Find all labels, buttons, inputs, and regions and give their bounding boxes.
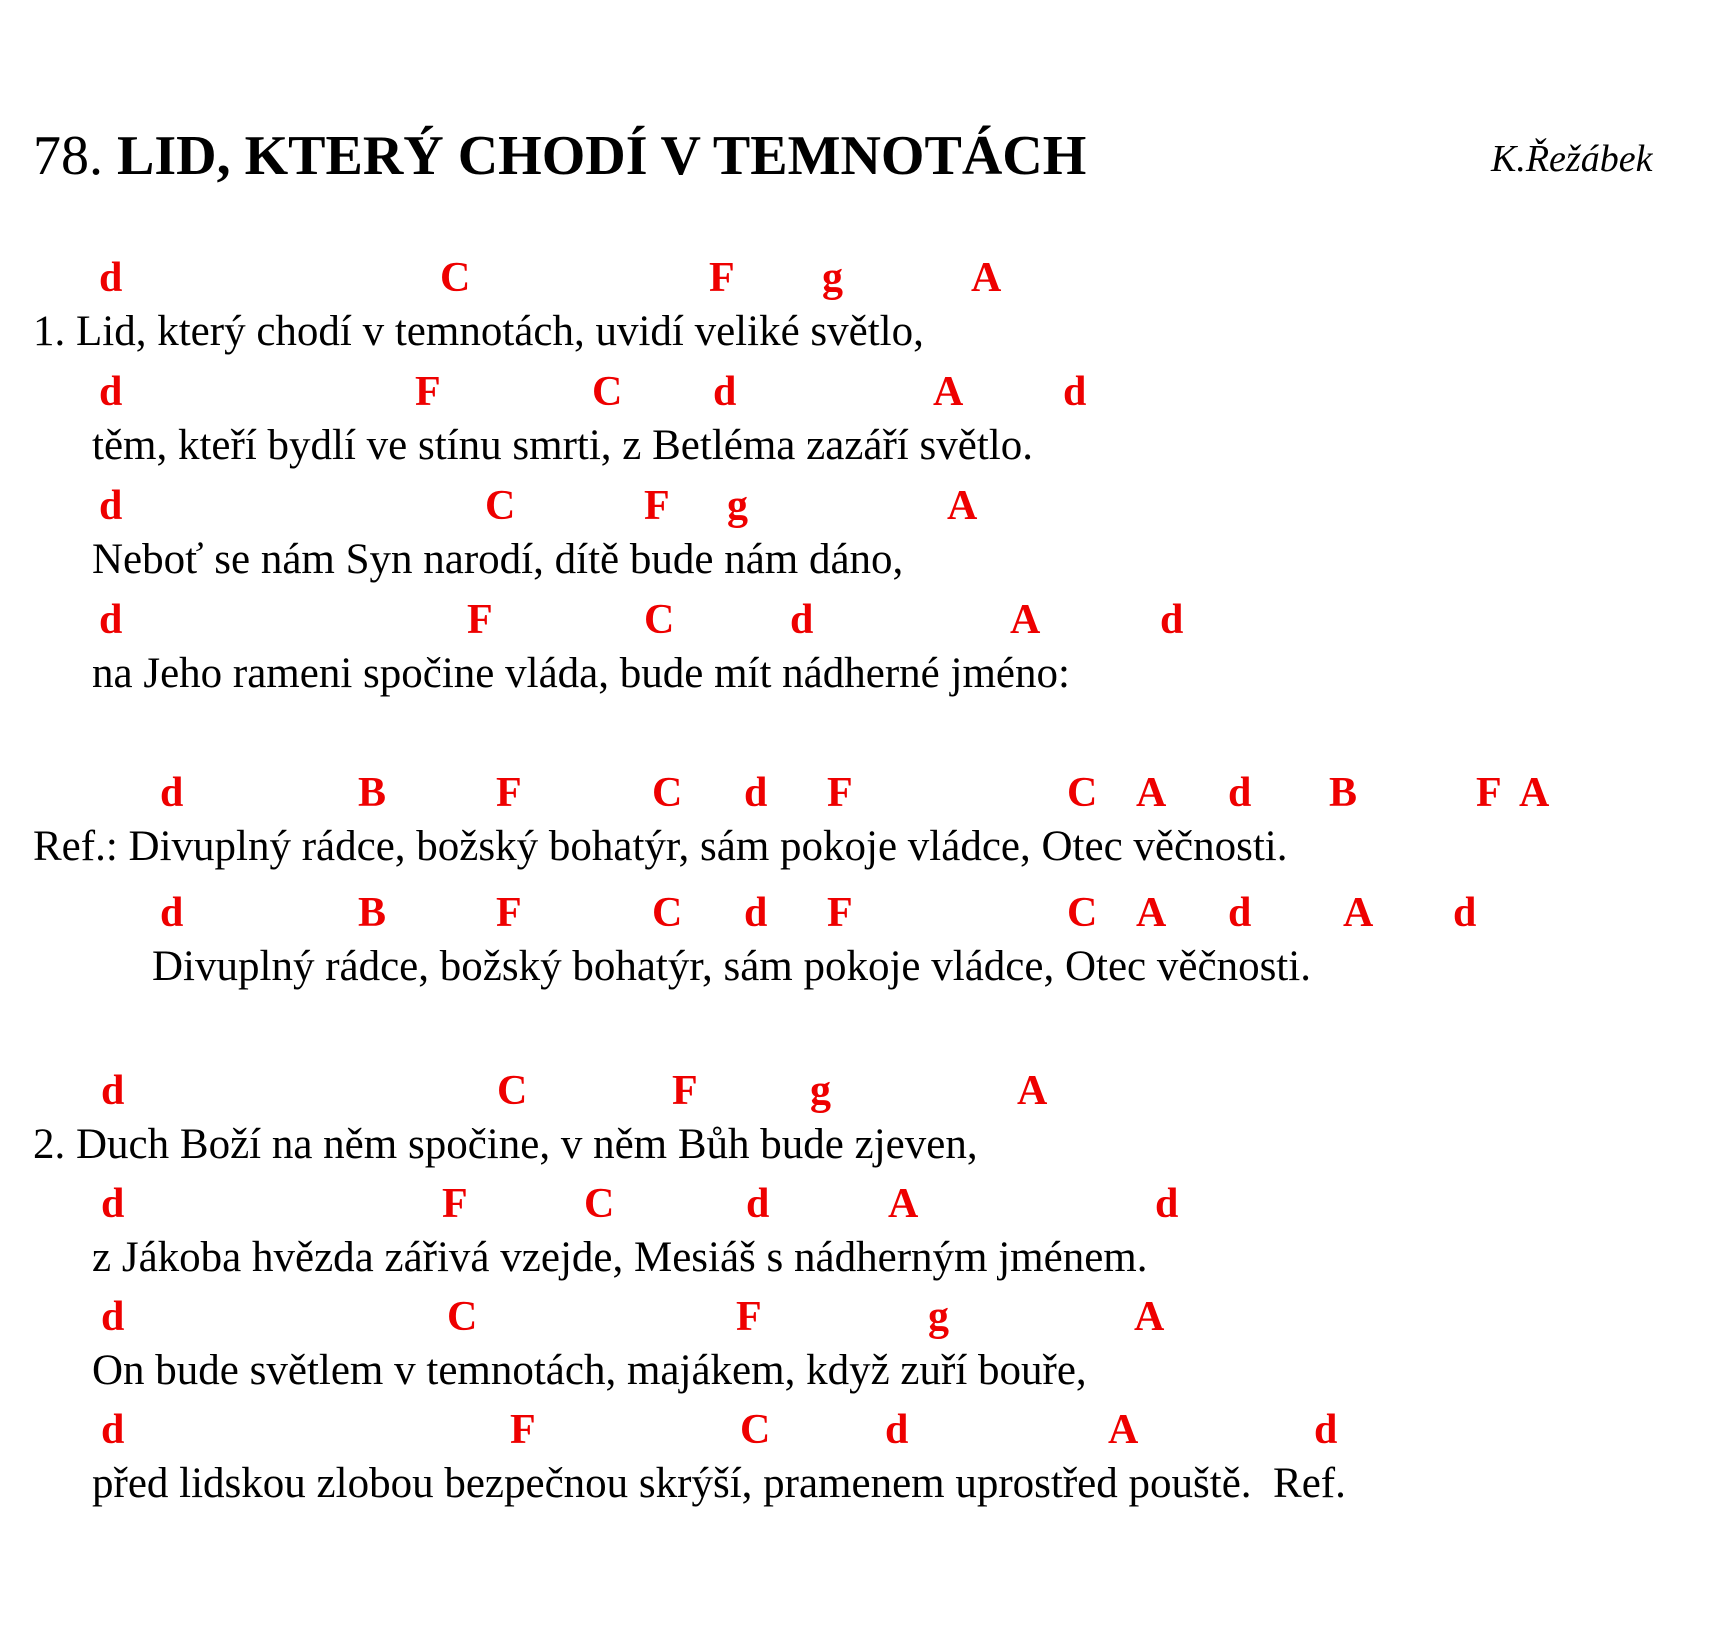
chord: d (885, 1407, 909, 1453)
chord-line (0, 595, 1736, 651)
chord: A (971, 255, 1002, 301)
chord: F (467, 597, 493, 643)
chord: d (101, 1181, 125, 1227)
chord-line (0, 1066, 1736, 1122)
chord-line (0, 481, 1736, 537)
chord: C (644, 597, 675, 643)
chord-line (0, 1292, 1736, 1348)
chord: A (1010, 597, 1041, 643)
lyric-line: Divuplný rádce, božský bohatýr, sám pokoje vládce, Otec věčnosti. (152, 943, 1311, 990)
chord: d (160, 890, 184, 936)
chord: C (1067, 890, 1098, 936)
chord: C (447, 1294, 478, 1340)
chord: B (358, 890, 387, 936)
chord: A (1343, 890, 1374, 936)
chord: A (1108, 1407, 1139, 1453)
chord: F (442, 1181, 468, 1227)
chord: A (1017, 1068, 1048, 1114)
song-number: 78. (33, 125, 103, 187)
chord-line (0, 768, 1736, 824)
chord: d (99, 483, 123, 529)
chord: d (713, 369, 737, 415)
lyric-line: před lidskou zlobou bezpečnou skrýší, pramenem uprostřed pouště. Ref. (92, 1460, 1346, 1507)
chord: F (672, 1068, 698, 1114)
chord: C (740, 1407, 771, 1453)
lyric-line: 2. Duch Boží na něm spočine, v něm Bůh bude zjeven, (33, 1121, 978, 1168)
chord-line (0, 1179, 1736, 1235)
chord: C (652, 890, 683, 936)
chord: d (1155, 1181, 1179, 1227)
chord: d (1160, 597, 1184, 643)
chord: A (1136, 770, 1167, 816)
chord: B (358, 770, 387, 816)
lyric-line: 1. Lid, který chodí v temnotách, uvidí veliké světlo, (33, 308, 924, 355)
chord: C (1067, 770, 1098, 816)
chord: d (1314, 1407, 1338, 1453)
chord: C (584, 1181, 615, 1227)
song-author: K.Řežábek (1491, 138, 1653, 180)
chord-line (0, 1405, 1736, 1461)
lyric-line: On bude světlem v temnotách, majákem, když zuří bouře, (92, 1347, 1087, 1394)
chord: A (888, 1181, 919, 1227)
chord: d (101, 1407, 125, 1453)
chord: A (1519, 770, 1550, 816)
chord: d (1063, 369, 1087, 415)
chord-line (0, 367, 1736, 423)
chord: d (99, 597, 123, 643)
chord: d (1228, 890, 1252, 936)
chord: A (1136, 890, 1167, 936)
chord-line (0, 888, 1736, 944)
chord: F (1476, 770, 1502, 816)
chord: d (160, 770, 184, 816)
chord: g (727, 483, 748, 529)
chord: A (1134, 1294, 1165, 1340)
chord: A (933, 369, 964, 415)
chord: d (99, 255, 123, 301)
chord: F (496, 770, 522, 816)
chord: C (485, 483, 516, 529)
chord: F (510, 1407, 536, 1453)
chord: d (744, 890, 768, 936)
chord: d (99, 369, 123, 415)
chord: F (496, 890, 522, 936)
chord: F (827, 770, 853, 816)
chord: F (415, 369, 441, 415)
chord: g (822, 255, 843, 301)
chord: C (652, 770, 683, 816)
chord: d (1453, 890, 1477, 936)
lyric-line: těm, kteří bydlí ve stínu smrti, z Betléma zazáří světlo. (92, 422, 1033, 469)
chord: d (1228, 770, 1252, 816)
chord: B (1329, 770, 1358, 816)
chord: d (790, 597, 814, 643)
chord: d (101, 1294, 125, 1340)
chord: F (736, 1294, 762, 1340)
lyric-line: Ref.: Divuplný rádce, božský bohatýr, sám pokoje vládce, Otec věčnosti. (33, 823, 1288, 870)
chord: F (644, 483, 670, 529)
song-title: LID, KTERÝ CHODÍ V TEMNOTÁCH (117, 125, 1087, 187)
chord: g (810, 1068, 831, 1114)
lyric-line: na Jeho rameni spočine vláda, bude mít nádherné jméno: (92, 650, 1070, 697)
lyric-line: Neboť se nám Syn narodí, dítě bude nám dáno, (92, 536, 904, 583)
chord: C (592, 369, 623, 415)
chord: F (709, 255, 735, 301)
chord: g (928, 1294, 949, 1340)
chord-line (0, 253, 1736, 309)
chord: d (101, 1068, 125, 1114)
chord: F (827, 890, 853, 936)
lyric-line: z Jákoba hvězda zářivá vzejde, Mesiáš s nádherným jménem. (92, 1234, 1148, 1281)
chord: d (746, 1181, 770, 1227)
chord: A (947, 483, 978, 529)
chord: d (744, 770, 768, 816)
chord: C (497, 1068, 528, 1114)
chord: C (440, 255, 471, 301)
